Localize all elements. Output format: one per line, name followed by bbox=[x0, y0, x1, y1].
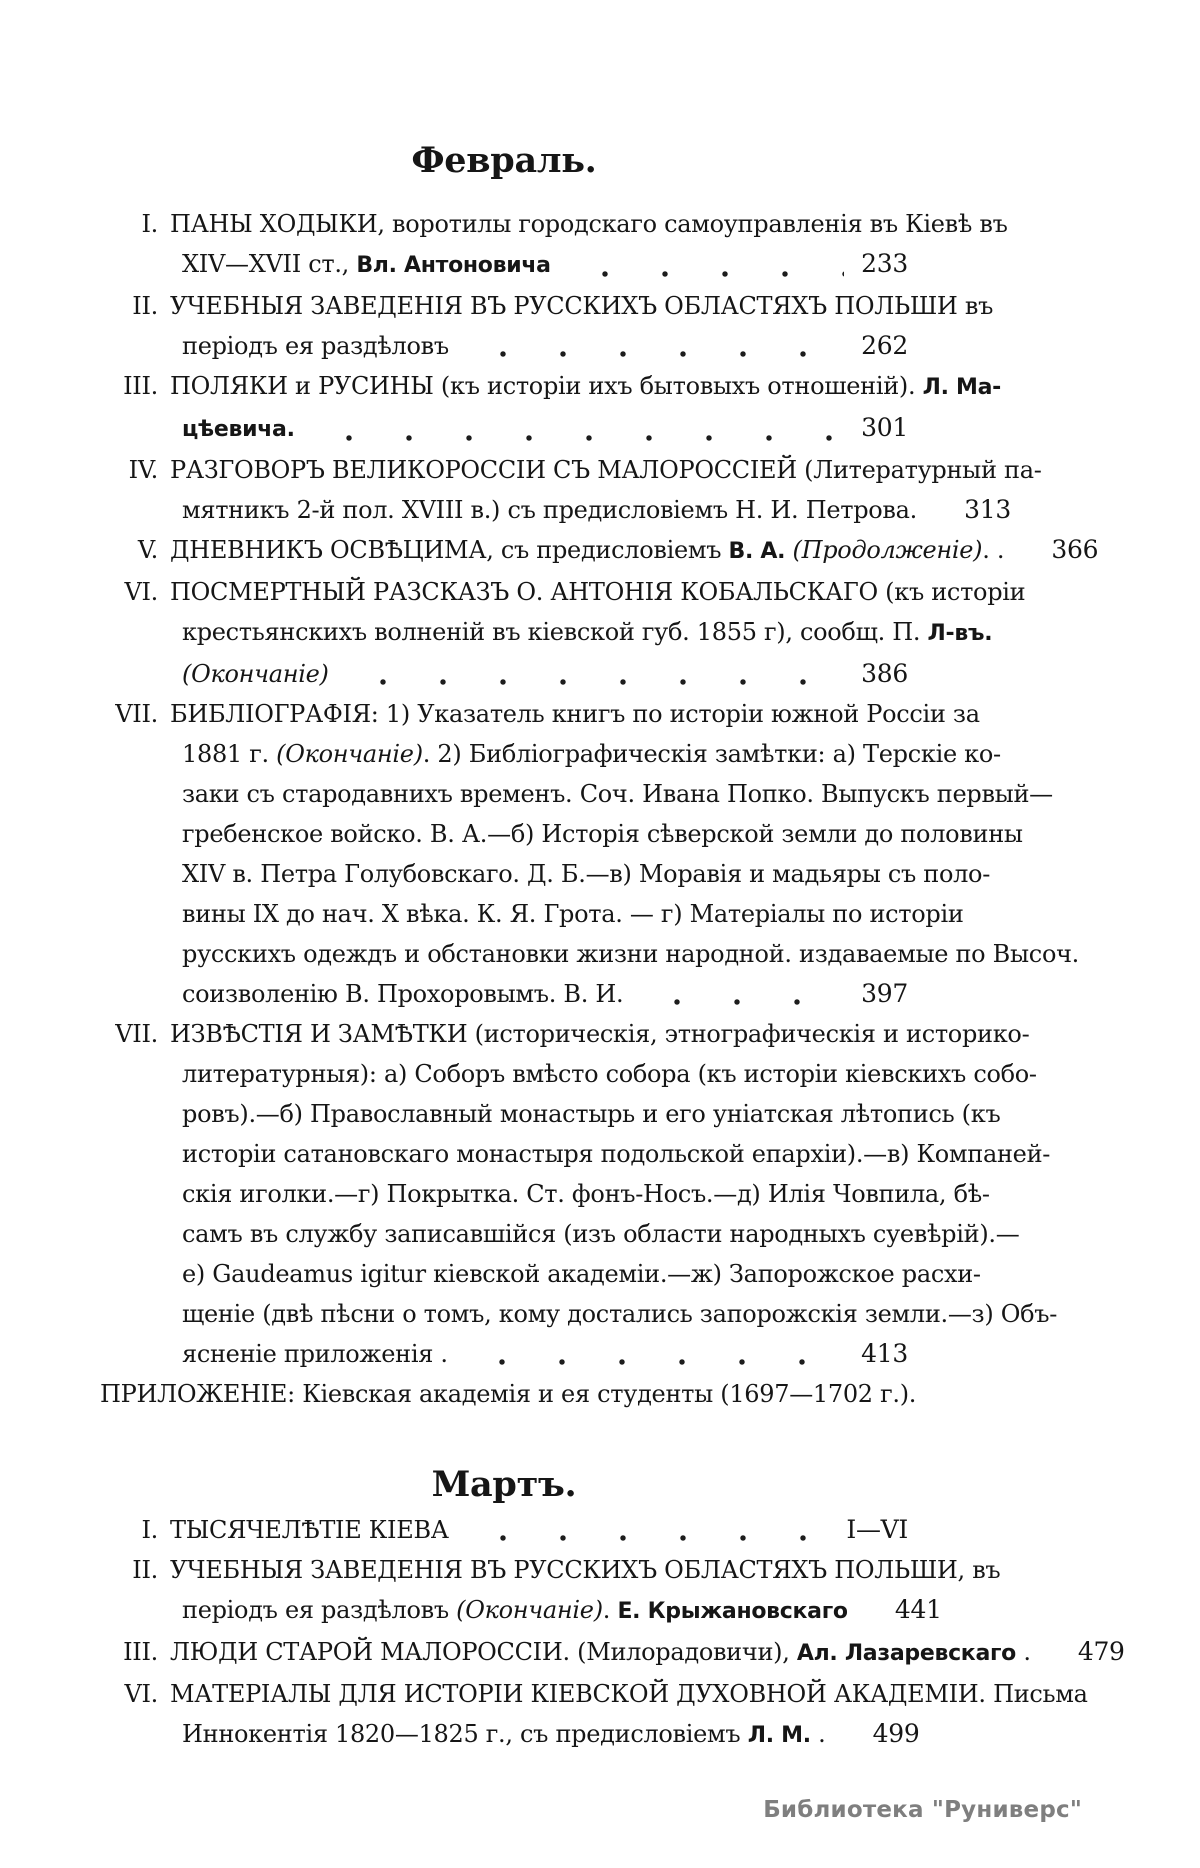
toc-entry-text bbox=[170, 654, 329, 694]
toc-text-segment: (Окончаніе) bbox=[456, 1596, 603, 1624]
toc-entry-text bbox=[170, 814, 1023, 854]
toc-text-segment: УЧЕБНЫЯ ЗАВЕДЕНІЯ ВЪ РУССКИХЪ ОБЛАСТЯХЪ ПОЛЬШИ въ bbox=[170, 292, 994, 320]
page-number: 479 bbox=[1077, 1637, 1125, 1666]
toc-text-segment: (Окончаніе) bbox=[182, 660, 329, 688]
toc-text-segment: цѣевича. bbox=[182, 417, 295, 442]
toc-entry-text bbox=[170, 894, 964, 934]
toc-line bbox=[100, 366, 1002, 408]
toc-entry-text bbox=[170, 1014, 1029, 1054]
toc-text-segment: Л. М. bbox=[747, 1723, 811, 1748]
toc-text-segment: УЧЕБНЫЯ ЗАВЕДЕНІЯ ВЪ РУССКИХЪ ОБЛАСТЯХЪ ПОЛЬШИ, въ bbox=[170, 1556, 1001, 1584]
dot-leader bbox=[465, 349, 844, 357]
toc-line bbox=[100, 1254, 981, 1294]
toc-line bbox=[100, 612, 993, 654]
dot-leader bbox=[567, 269, 844, 277]
toc-text-segment: е) Gaudeamus igitur кіевской академіи.—ж) Запорожское расхи- bbox=[182, 1260, 981, 1288]
toc-line bbox=[100, 326, 908, 366]
toc-section bbox=[100, 140, 1099, 1414]
toc-text-segment: періодъ ея раздѣловъ bbox=[182, 332, 449, 360]
page-number: 441 bbox=[894, 1595, 942, 1624]
toc-line bbox=[100, 286, 994, 326]
toc-text-segment: . 2) Библіографическія замѣтки: а) Терскіе ко- bbox=[422, 740, 1001, 768]
page-number: 262 bbox=[861, 331, 908, 360]
toc-entry-text bbox=[170, 1294, 1057, 1334]
toc-line bbox=[100, 694, 980, 734]
toc-entry-text bbox=[170, 1714, 825, 1756]
table-of-contents bbox=[100, 0, 1125, 1756]
toc-entry-number: II. bbox=[132, 292, 158, 320]
toc-entry-text bbox=[170, 1174, 990, 1214]
page-number: 413 bbox=[861, 1339, 908, 1368]
toc-entry-text bbox=[170, 934, 1079, 974]
toc-text-segment: XIV—XVII ст., bbox=[182, 250, 357, 278]
toc-text-segment: русскихъ одеждъ и обстановки жизни народной. издаваемые по Высоч. bbox=[182, 940, 1079, 968]
toc-text-segment: Иннокентія 1820—1825 г., съ предисловіемъ bbox=[182, 1720, 748, 1748]
toc-entry-text bbox=[170, 1254, 981, 1294]
toc-text-segment: самъ въ службу записавшійся (изъ области народныхъ суевѣрій).— bbox=[182, 1220, 1020, 1248]
toc-entry-number: VI. bbox=[124, 1680, 158, 1708]
toc-entry-text bbox=[170, 286, 993, 326]
dot-leader bbox=[864, 1615, 878, 1623]
toc-entry-number: VII. bbox=[115, 1020, 158, 1048]
toc-line bbox=[100, 204, 1008, 244]
month-heading: Февраль. bbox=[411, 140, 597, 181]
toc-entry-text bbox=[170, 1134, 1050, 1174]
dot-leader bbox=[841, 1739, 855, 1747]
toc-section-lines bbox=[100, 1510, 1125, 1756]
toc-line bbox=[100, 244, 908, 286]
toc-entry-text bbox=[170, 530, 1004, 572]
toc-entry-text bbox=[170, 1674, 1088, 1714]
toc-entry-text bbox=[170, 1094, 1000, 1134]
toc-line bbox=[100, 934, 1079, 974]
toc-entry-text bbox=[170, 1632, 1031, 1674]
toc-entry-number: VII. bbox=[115, 700, 158, 728]
toc-text-segment: исторіи сатановскаго монастыря подольской епархіи).—в) Компаней- bbox=[182, 1140, 1051, 1168]
toc-text-segment: Ал. Лазаревскаго bbox=[796, 1641, 1016, 1666]
toc-text-segment: періодъ ея раздѣловъ bbox=[182, 1596, 457, 1624]
toc-entry-number: III. bbox=[123, 1638, 158, 1666]
toc-text-segment: мятникъ 2-й пол. XVIII в.) съ предисловіемъ Н. И. Петрова. bbox=[182, 496, 917, 524]
toc-line bbox=[100, 1590, 942, 1632]
toc-text-segment: ТЫСЯЧЕЛѢТІЕ КІЕВА bbox=[170, 1516, 449, 1544]
toc-entry-text bbox=[170, 734, 1001, 774]
toc-entry-text bbox=[170, 612, 992, 654]
toc-text-segment: (Продолженіе) bbox=[792, 536, 983, 564]
toc-line bbox=[100, 1334, 908, 1374]
toc-entry-text bbox=[170, 1054, 1037, 1094]
toc-section bbox=[100, 1464, 1125, 1756]
toc-text-segment: ПОЛЯКИ и РУСИНЫ (къ исторіи ихъ бытовыхъ отношеній). bbox=[170, 372, 923, 400]
toc-entry-text bbox=[170, 572, 1025, 612]
toc-entry-number: I. bbox=[141, 1516, 158, 1544]
toc-entry-text bbox=[170, 450, 1042, 490]
page-number: 313 bbox=[964, 495, 1011, 524]
toc-text-segment: ДНЕВНИКЪ ОСВѢЦИМА, съ предисловіемъ bbox=[170, 536, 729, 564]
toc-text-segment: ПОСМЕРТНЫЙ РАЗСКАЗЪ О. АНТОНІЯ КОБАЛЬСКАГО (къ исторіи bbox=[170, 578, 1026, 606]
toc-entry-text bbox=[170, 326, 449, 366]
toc-line bbox=[100, 1094, 1001, 1134]
page-number: 366 bbox=[1051, 535, 1099, 564]
toc-entry-number: VI. bbox=[124, 578, 158, 606]
toc-entry-text bbox=[100, 1374, 916, 1414]
toc-text-segment: гребенское войско. В. А.—б) Исторія сѣверской земли до половины bbox=[182, 820, 1023, 848]
toc-text-segment: 1881 г. bbox=[182, 740, 277, 768]
dot-leader bbox=[311, 433, 844, 441]
toc-line bbox=[100, 1014, 1030, 1054]
toc-text-segment: (Окончаніе) bbox=[276, 740, 423, 768]
toc-text-segment: . . bbox=[982, 536, 1005, 564]
toc-line bbox=[100, 1174, 990, 1214]
toc-line bbox=[100, 490, 1011, 530]
toc-entry-text bbox=[170, 1510, 449, 1550]
toc-text-segment: щеніе (двѣ пѣсни о томъ, кому достались запорожскія земли.—з) Объ- bbox=[182, 1300, 1058, 1328]
toc-text-segment: . bbox=[1016, 1638, 1031, 1666]
toc-entry-number: I. bbox=[141, 210, 158, 238]
toc-text-segment: Л. Ма- bbox=[922, 375, 1002, 400]
toc-line bbox=[100, 530, 1099, 572]
toc-text-segment: Л-въ. bbox=[927, 621, 993, 646]
toc-line bbox=[100, 854, 991, 894]
toc-text-segment: ИЗВѢСТІЯ И ЗАМѢТКИ (историческія, этнографическія и историко- bbox=[170, 1020, 1030, 1048]
toc-section-lines bbox=[100, 204, 1099, 1414]
page-number: 386 bbox=[861, 659, 908, 688]
dot-leader bbox=[345, 677, 844, 685]
toc-text-segment bbox=[785, 536, 792, 564]
toc-entry-number: IV. bbox=[128, 456, 158, 484]
toc-line bbox=[100, 894, 964, 934]
toc-line bbox=[100, 1674, 1088, 1714]
toc-line bbox=[100, 774, 1053, 814]
toc-entry-text bbox=[170, 204, 1008, 244]
toc-entry-text bbox=[170, 490, 917, 530]
toc-entry-text bbox=[170, 244, 551, 286]
toc-line bbox=[100, 1214, 1020, 1254]
toc-entry-text bbox=[170, 1334, 448, 1374]
toc-line bbox=[100, 1714, 920, 1756]
toc-line bbox=[100, 974, 908, 1014]
toc-text-segment: Е. Крыжановскаго bbox=[617, 1599, 848, 1624]
dot-leader bbox=[933, 513, 947, 521]
toc-entry-number: II. bbox=[132, 1556, 158, 1584]
dot-leader bbox=[1047, 1657, 1061, 1665]
toc-text-segment: вины IX до нач. X вѣка. К. Я. Грота. — г) Матеріалы по исторіи bbox=[182, 900, 964, 928]
toc-line bbox=[100, 1374, 917, 1414]
toc-entry-text bbox=[170, 366, 1001, 408]
page-number: 397 bbox=[861, 979, 908, 1008]
page-number: 499 bbox=[872, 1719, 920, 1748]
watermark: Библиотека "Руниверс" bbox=[763, 1797, 1082, 1823]
toc-text-segment: БИБЛІОГРАФІЯ: 1) Указатель книгъ по исторіи южной Россіи за bbox=[170, 700, 980, 728]
toc-text-segment: Вл. Антоновича bbox=[356, 253, 551, 278]
toc-text-segment: ПРИЛОЖЕНІЕ: Кіевская академія и ея студенты (1697—1702 г.). bbox=[100, 1380, 917, 1408]
toc-text-segment: заки съ стародавнихъ временъ. Соч. Ивана Попко. Выпускъ первый— bbox=[182, 780, 1053, 808]
toc-text-segment: литературныя): а) Соборъ вмѣсто собора (къ исторіи кіевскихъ собо- bbox=[182, 1060, 1037, 1088]
toc-line bbox=[100, 654, 908, 694]
toc-entry-text bbox=[170, 694, 980, 734]
toc-text-segment: крестьянскихъ волненій въ кіевской губ. 1855 г), сообщ. П. bbox=[182, 618, 928, 646]
toc-line bbox=[100, 572, 1026, 612]
toc-entry-text bbox=[170, 974, 623, 1014]
toc-line bbox=[100, 1294, 1058, 1334]
toc-line bbox=[100, 814, 1023, 854]
page-number: 301 bbox=[861, 413, 908, 442]
toc-entry-text bbox=[170, 1550, 1000, 1590]
toc-line bbox=[100, 408, 908, 450]
toc-text-segment: ясненіе приложенія . bbox=[182, 1340, 448, 1368]
toc-text-segment: XIV в. Петра Голубовскаго. Д. Б.—в) Моравія и мадьяры съ поло- bbox=[182, 860, 991, 888]
toc-entry-text bbox=[170, 1590, 848, 1632]
toc-text-segment: ПАНЫ ХОДЫКИ, воротилы городскаго самоуправленія въ Кіевѣ въ bbox=[170, 210, 1008, 238]
toc-text-segment: ровъ).—б) Православный монастырь и его уніатская лѣтопись (къ bbox=[182, 1100, 1001, 1128]
toc-entry-text bbox=[170, 408, 295, 450]
toc-text-segment: В. А. bbox=[728, 539, 786, 564]
toc-text-segment: . bbox=[602, 1596, 618, 1624]
toc-line bbox=[100, 1632, 1125, 1674]
toc-line bbox=[100, 1510, 908, 1550]
month-heading: Мартъ. bbox=[431, 1464, 577, 1505]
toc-line bbox=[100, 1550, 1001, 1590]
toc-line bbox=[100, 1134, 1051, 1174]
page-number: I—VI bbox=[846, 1515, 908, 1544]
toc-line bbox=[100, 734, 1001, 774]
toc-text-segment: РАЗГОВОРЪ ВЕЛИКОРОССІИ СЪ МАЛОРОССІЕЙ (Литературный па- bbox=[170, 456, 1042, 484]
toc-entry-number: III. bbox=[123, 372, 158, 400]
dot-leader bbox=[465, 1533, 835, 1541]
toc-text-segment: ЛЮДИ СТАРОЙ МАЛОРОССІИ. (Милорадовичи), bbox=[170, 1638, 797, 1666]
dot-leader bbox=[639, 997, 844, 1005]
toc-line bbox=[100, 450, 1042, 490]
toc-entry-number: V. bbox=[137, 536, 158, 564]
toc-entry-text bbox=[170, 774, 1053, 814]
toc-text-segment: скія иголки.—г) Покрытка. Ст. фонъ-Носъ.—д) Илія Човпила, бѣ- bbox=[182, 1180, 990, 1208]
toc-line bbox=[100, 1054, 1037, 1094]
toc-text-segment: соизволенію В. Прохоровымъ. В. И. bbox=[182, 980, 624, 1008]
page-number: 233 bbox=[861, 249, 908, 278]
toc-entry-text bbox=[170, 854, 990, 894]
toc-text-segment: МАТЕРІАЛЫ ДЛЯ ИСТОРІИ КІЕВСКОЙ ДУХОВНОЙ АКАДЕМІИ. Письма bbox=[170, 1680, 1088, 1708]
toc-entry-text bbox=[170, 1214, 1019, 1254]
toc-text-segment: . bbox=[810, 1720, 826, 1748]
dot-leader bbox=[1020, 555, 1034, 563]
dot-leader bbox=[464, 1357, 844, 1365]
